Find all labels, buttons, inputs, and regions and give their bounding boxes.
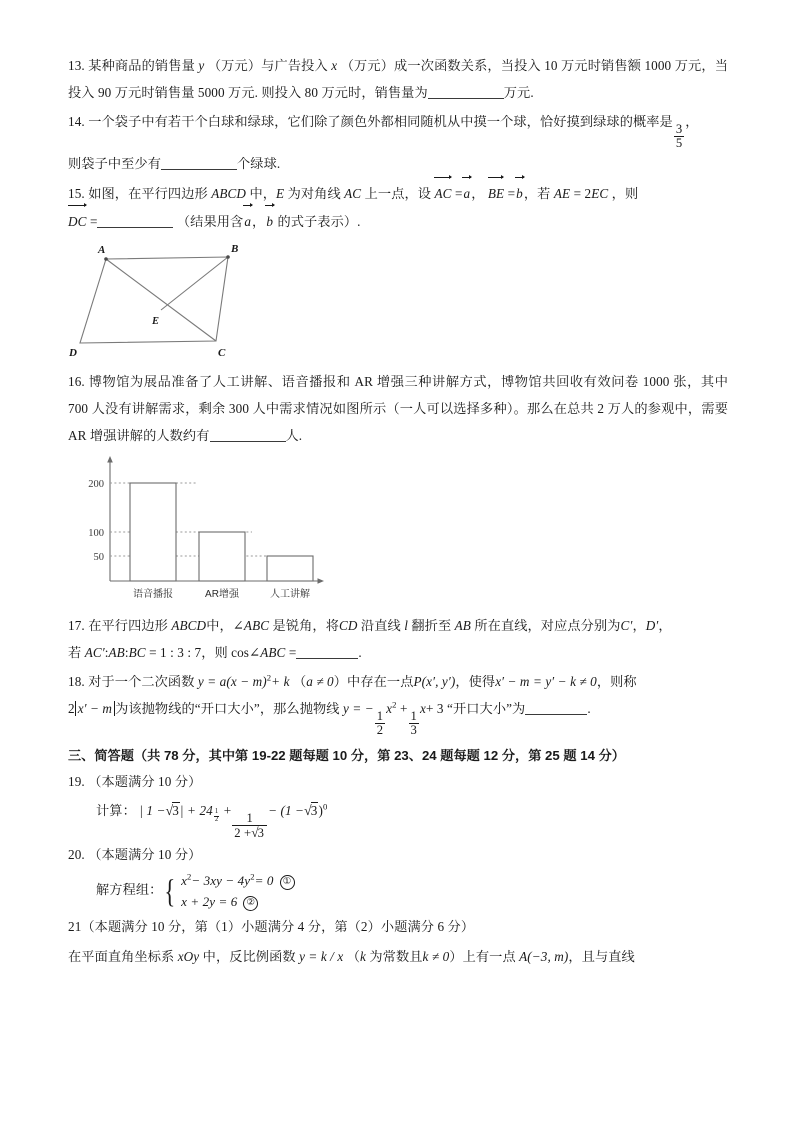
q19-label: 计算： <box>96 803 136 819</box>
q19-exp-den: 2 <box>214 815 219 823</box>
q14-frac-denominator: 5 <box>675 135 683 150</box>
q15-vector-a-2: a <box>243 208 252 235</box>
q19-expr-2: | + 24 <box>179 803 213 819</box>
q16-answer-blank[interactable] <box>210 441 286 442</box>
q19-exp-num: 1 <box>214 808 219 815</box>
q21-cond-k: k <box>360 948 366 964</box>
q15-eq-2: = <box>507 185 516 201</box>
q15-var-ec: EC <box>591 185 609 201</box>
q20-equation-mark-2: ② <box>243 896 258 911</box>
q18-text-9: . <box>587 701 591 717</box>
question-16 <box>68 368 728 449</box>
q15-number: 15. <box>68 185 85 201</box>
question-21-header <box>68 914 728 940</box>
q18-term-x2: x <box>386 701 393 717</box>
q13-text-2: （万元）与广告投入 <box>207 58 328 73</box>
q21-text-4: 为常数且 <box>369 948 423 964</box>
q17-answer-blank[interactable] <box>296 658 358 659</box>
q18-plus: + <box>400 701 408 717</box>
q19-exponent-zero: 0 <box>322 801 328 812</box>
survey-bar-chart <box>68 453 358 605</box>
q18-frac2-num: 1 <box>410 708 417 723</box>
q15-vector-be: BE <box>488 179 504 207</box>
q18-var-p: P <box>413 674 422 690</box>
xtick-label-voice-broadcast: 语音播报 <box>133 588 173 600</box>
q15-text-8: （结果用含 <box>176 213 244 229</box>
bar-voice-broadcast <box>130 483 176 581</box>
q21-cond-k-nonzero: k ≠ 0 <box>422 948 450 964</box>
q18-coefficient-2: 2 <box>68 701 75 717</box>
q21-var-xoy: xOy <box>177 948 200 964</box>
question-18 <box>68 668 728 736</box>
q21-text-5: ）上有一点 <box>449 948 516 964</box>
q17-text-6: 所在直线，对应点分别为 <box>474 617 621 633</box>
q17-text-2: 中，∠ <box>206 617 244 633</box>
y-axis-arrow <box>107 456 113 463</box>
q15-text-4: 上一点，设 <box>364 185 432 201</box>
q15-text-9: ， <box>252 213 266 229</box>
question-14 <box>68 108 728 176</box>
vertex-label-e: E <box>152 315 160 327</box>
q17-var-abcd: ABCD <box>171 617 207 633</box>
q20-row1-exp2: 2 <box>250 871 255 882</box>
q21-text-6: ，且与直线 <box>568 948 635 964</box>
ytick-label-50: 50 <box>93 551 104 563</box>
section-3-heading: 三、简答题（共 78 分，其中第 19-22 题每题 10 分，第 23、24 题每题 12 分，第 25 题 14 分） <box>68 747 625 763</box>
q13-answer-blank[interactable] <box>428 98 504 99</box>
q18-condition-2: x′ − m = y′ − k ≠ 0 <box>495 674 597 690</box>
q17-var-abc-2: ABC <box>260 644 286 660</box>
q18-condition-a: a ≠ 0 <box>306 674 334 690</box>
q18-exponent-2b: 2 <box>392 699 397 710</box>
q15-vector-ac: AC <box>434 179 451 207</box>
q20-equation-row-2 <box>181 891 294 912</box>
q18-var-p-args: (x′, y′) <box>421 674 456 690</box>
q15-vector-a: a <box>462 180 471 207</box>
q19-frac-den-pre: 2 + <box>234 825 252 840</box>
q14-text-4: 个绿球. <box>237 155 281 171</box>
q17-var-l: l <box>404 617 408 633</box>
q19-frac-den <box>232 825 267 840</box>
q17-number: 17. <box>68 617 85 633</box>
q15-eq-3: = 2 <box>573 185 592 201</box>
q19-frac-num: 1 <box>246 810 253 825</box>
q18-text-8: “开口大小”为 <box>447 701 526 717</box>
q14-frac-numerator: 3 <box>675 121 683 136</box>
diagonal-ac-line <box>106 259 216 341</box>
parallelogram-outline <box>80 257 228 343</box>
q13-text-3: （万元）成一次函数关系，当投入 10 万元时销售额 1000 万元，当投入 90 万元时销售量 5000 万元. 则投入 80 万元时，销售量为 <box>68 58 728 101</box>
q15-var-abcd: ABCD <box>211 185 247 201</box>
parallelogram-abcd-diagram <box>68 241 298 359</box>
q20-row1-exp1: 2 <box>186 871 192 882</box>
q13-var-y: y <box>198 58 205 73</box>
q13-var-x: x <box>331 58 338 73</box>
q16-number: 16. <box>68 373 85 389</box>
q17-var-ab-2: AB <box>108 644 125 660</box>
bar-manual-explanation <box>267 556 313 581</box>
question-19-body <box>68 797 728 839</box>
q20-row1-a: x <box>181 873 187 889</box>
question-19-header <box>68 769 728 795</box>
q19-head: （本题满分 10 分） <box>88 773 202 789</box>
q21-point-a: A(−3, m) <box>519 948 569 964</box>
q19-exponent-half <box>213 802 221 823</box>
q15-text-2: 中， <box>249 185 277 201</box>
figure-barchart-wrapper <box>68 453 728 610</box>
q20-head: （本题满分 10 分） <box>88 846 202 862</box>
q17-colon-2: : <box>124 644 129 660</box>
q17-text-3: 是锐角，将 <box>272 617 339 633</box>
q17-var-bc: BC <box>128 644 146 660</box>
q17-var-ac-prime: AC′ <box>84 644 105 660</box>
q15-eq-4: = <box>89 213 98 229</box>
q19-expr-3: + <box>223 803 232 819</box>
q17-colon-1: : <box>104 644 109 660</box>
q18-frac1-den: 2 <box>376 722 384 737</box>
q19-expr-4: − (1 − <box>268 803 305 819</box>
q20-row1-c: = 0 <box>254 873 274 889</box>
q14-answer-blank[interactable] <box>161 169 237 170</box>
q17-eq: = <box>288 644 297 660</box>
q21-equation: y = k / x <box>299 948 344 964</box>
q20-equation-row-1 <box>181 870 294 891</box>
q21-head: （本题满分 10 分，第（1）小题满分 4 分，第（2）小题满分 6 分） <box>81 919 475 935</box>
q18-equation-main: y = a(x − m) <box>197 674 267 690</box>
q21-text-3: （ <box>346 948 360 964</box>
ytick-label-200: 200 <box>88 478 104 490</box>
question-17: 17. 在平行四边形 ABCD中，∠ABC 是锐角，将CD 沿直线 l 翻折至 AB 所在直线，对应点分别为C′，D′， 若 AC′:AB:BC = 1 : 3 : 7，则 cos∠ABC = . <box>68 617 672 660</box>
exam-page <box>68 52 728 972</box>
q13-number: 13. <box>68 58 85 73</box>
left-brace: { <box>164 873 176 910</box>
ytick-label-100: 100 <box>88 527 104 539</box>
q18-text-2: （ <box>292 674 307 690</box>
q18-frac1-num: 1 <box>376 708 384 723</box>
q15-text-5: ， <box>471 185 485 201</box>
q15-answer-blank[interactable] <box>97 227 173 228</box>
q15-vector-b: b <box>515 180 524 207</box>
q13-text-1: 某种商品的销售量 <box>88 58 195 73</box>
q17-text-9: 若 <box>68 644 82 660</box>
q17-text-12: = 1 : 3 : 7，则 cos∠ <box>149 644 261 660</box>
q20-equation-mark-1: ① <box>280 875 295 890</box>
q18-parabola-eq: y = − <box>342 701 374 717</box>
q16-text-1: 博物馆为展品准备了人工讲解、语音播报和 AR 增强三种讲解方式，博物馆共回收有效问卷 1000 张，其中 700 人没有讲解需求，剩余 300 人中需求情况如图所示（一人可以选择多种）。那么在总共 2 万人的参观中，需要 AR 增强讲解的人数约有 <box>68 373 729 443</box>
question-21-body <box>68 943 728 970</box>
vertex-label-c: C <box>218 346 226 359</box>
q19-expr-5: ) <box>318 803 323 819</box>
q17-var-abc: ABC <box>243 617 270 633</box>
question-15 <box>68 179 728 235</box>
q18-text-7: 为该抛物线的“开口大小”，那么抛物线 <box>115 701 340 717</box>
vertex-a-dot <box>104 257 108 261</box>
q17-text-8: ， <box>658 617 672 633</box>
vertex-label-d: D <box>69 346 77 359</box>
question-13 <box>68 52 728 106</box>
q19-sqrt-3-b: √3 <box>251 824 265 840</box>
q18-fraction-third <box>409 710 419 737</box>
q15-text-7: ，则 <box>611 185 639 201</box>
q19-sqrt-3-a-value: 3 <box>172 803 179 819</box>
q15-eq-1: = <box>454 185 463 201</box>
q17-text-1: 在平行四边形 <box>88 617 168 633</box>
q14-text-2: ， <box>685 114 699 130</box>
q17-text-5: 翻折至 <box>411 617 452 633</box>
q18-text-1: 对于一个二次函数 <box>88 674 195 690</box>
q20-row1-b: − 3xy − 4y <box>191 873 251 889</box>
q13-text-4: 万元. <box>503 85 534 101</box>
q20-label: 解方程组： <box>96 882 163 898</box>
q18-text-3: ）中存在一点 <box>333 674 414 690</box>
segment-be-line <box>161 257 228 310</box>
q21-number: 21 <box>68 919 82 935</box>
q14-text-3: 则袋子中至少有 <box>68 155 162 171</box>
q19-number: 19. <box>68 773 85 789</box>
q16-text-2: 人. <box>285 427 303 443</box>
q17-var-c-prime: C′ <box>620 617 633 633</box>
q20-equation-system <box>162 870 294 912</box>
q15-text-10: 的式子表示）. <box>277 213 361 229</box>
xtick-label-ar-enhanced: AR增强 <box>205 588 239 600</box>
q18-text-5: ，则称 <box>596 674 637 690</box>
q17-var-cd: CD <box>338 617 358 633</box>
question-20-header <box>68 842 728 868</box>
q15-vector-b-2: b <box>265 208 274 235</box>
q19-fraction-main <box>232 812 267 840</box>
figure-parallelogram-wrapper <box>68 241 728 364</box>
xtick-label-manual-explanation: 人工讲解 <box>270 588 310 600</box>
q18-fraction-half <box>375 710 385 737</box>
q18-frac2-den: 3 <box>410 722 417 737</box>
q17-text-4: 沿直线 <box>360 617 401 633</box>
q18-text-4: ，使得 <box>455 674 496 690</box>
q21-text-1: 在平面直角坐标系 <box>68 948 175 964</box>
q19-sqrt-3-b-value: 3 <box>257 825 265 840</box>
q15-var-ac: AC <box>344 185 362 201</box>
q20-row2-text: x + 2y = 6 <box>181 894 238 910</box>
q15-var-e: E <box>276 185 285 201</box>
q14-text-1: 一个袋子中有若干个白球和绿球，它们除了颜色外都相同随机从中摸一个球，恰好摸到绿球的概率是 <box>88 114 673 130</box>
q21-text-2: 中，反比例函数 <box>202 948 296 964</box>
q17-var-ab: AB <box>454 617 471 633</box>
q19-sqrt-3-a: √3 <box>165 803 179 819</box>
q15-text-6: ，若 <box>523 185 551 201</box>
vertex-label-b: B <box>231 242 239 255</box>
q18-answer-blank[interactable] <box>525 714 587 715</box>
q20-system-rows <box>181 870 294 912</box>
bar-ar-enhanced <box>199 532 245 581</box>
q20-number: 20. <box>68 846 85 862</box>
q15-text-3: 为对角线 <box>287 185 341 201</box>
q18-term-x: x <box>419 701 426 717</box>
q15-text-1: 如图，在平行四边形 <box>88 185 208 201</box>
q18-absolute-value: x′ − m <box>75 701 115 716</box>
q17-text-7: ， <box>632 617 646 633</box>
q18-exponent-2: 2 <box>266 672 272 683</box>
question-20-body <box>68 870 728 912</box>
q18-number: 18. <box>68 674 85 690</box>
q15-vector-dc: DC <box>68 207 87 235</box>
q15-var-ae: AE <box>553 185 571 201</box>
vertex-b-dot <box>226 255 230 259</box>
q14-probability-fraction <box>674 123 684 150</box>
q18-equation-main-2: + k <box>271 674 290 690</box>
q14-number: 14. <box>68 114 85 130</box>
q17-var-d-prime: D′ <box>645 617 659 633</box>
q19-expr-1: | 1 − <box>139 803 166 819</box>
q18-term-3: + 3 <box>425 701 444 717</box>
vertex-label-a: A <box>98 243 106 256</box>
q19-sqrt-3-c-value: 3 <box>310 803 318 819</box>
q19-sqrt-3-c: √3 <box>304 803 318 819</box>
x-axis-arrow <box>318 578 325 584</box>
